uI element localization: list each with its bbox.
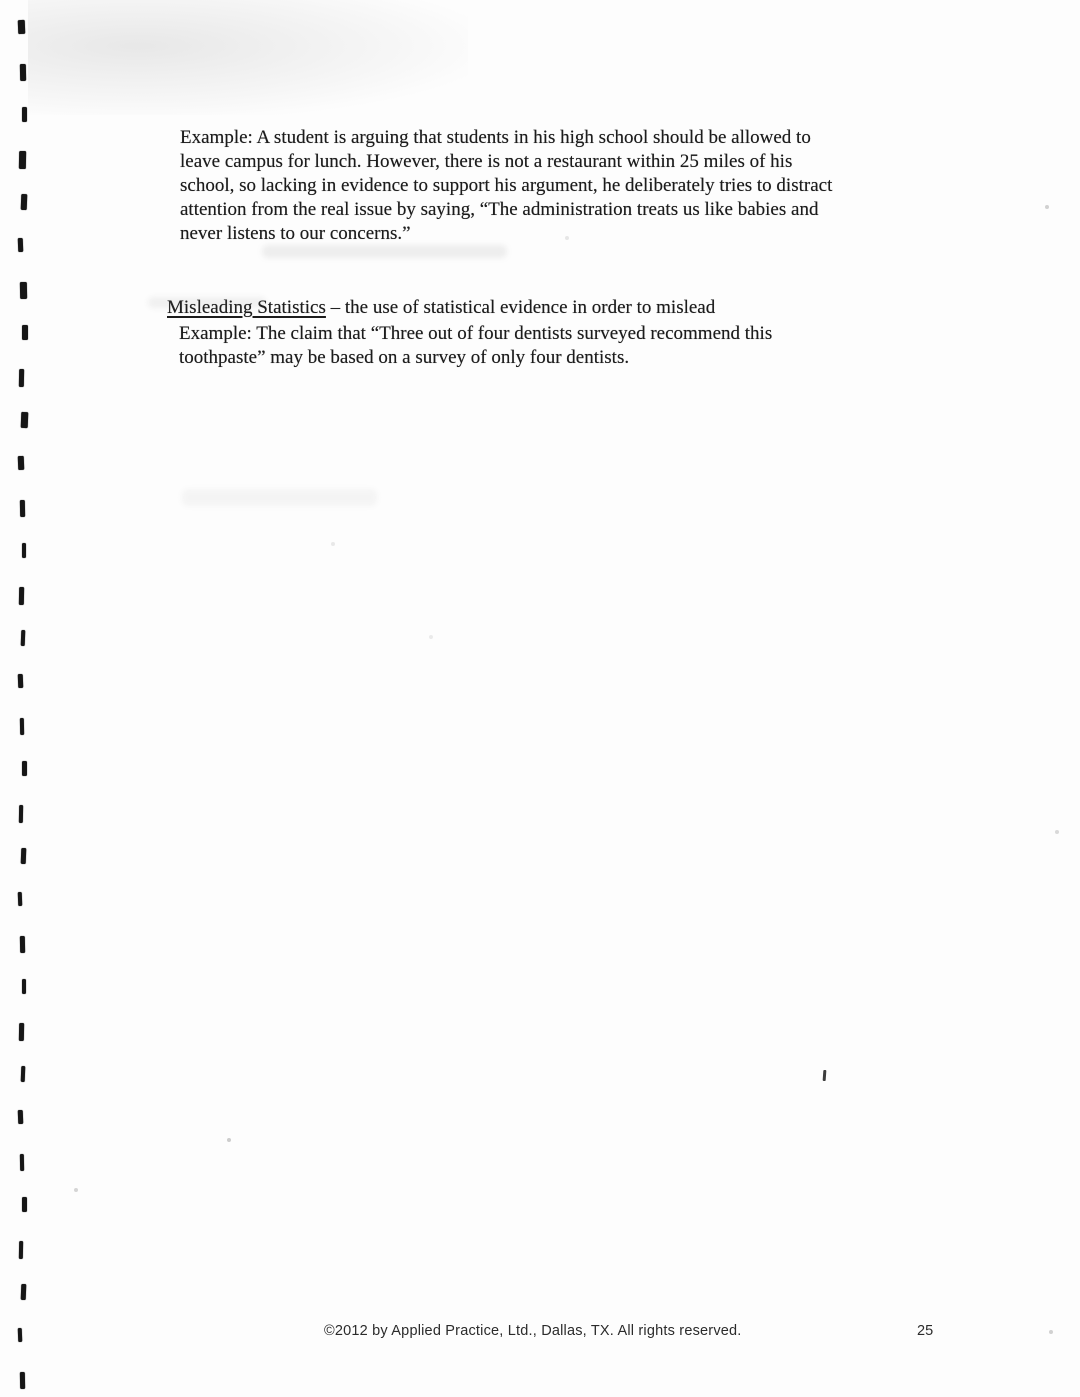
binding-hole-mark [18, 674, 23, 688]
term-definition: – the use of statistical evidence in order to mislead [325, 297, 716, 318]
binding-hole-mark [20, 936, 25, 953]
binding-hole-mark [19, 587, 24, 605]
ink-speck-artifact [823, 1070, 827, 1081]
binding-hole-mark [19, 369, 24, 387]
binding-hole-mark [19, 805, 23, 823]
binding-hole-mark [18, 20, 25, 34]
paragraph-line: Example: A student is arguing that students in his high school should be allowed to [180, 127, 811, 148]
binding-hole-mark [18, 456, 24, 470]
binding-hole-mark [20, 1372, 25, 1389]
binding-hole-mark [21, 1284, 26, 1300]
binding-hole-mark [22, 325, 28, 340]
ink-bleedthrough-artifact [262, 245, 507, 258]
term-title: Misleading Statistics [167, 297, 326, 318]
binding-hole-mark [21, 1066, 25, 1082]
binding-hole-mark [20, 282, 27, 299]
paragraph-line: leave campus for lunch. However, there is not a restaurant within 25 miles of his [180, 151, 793, 172]
binding-hole-mark [18, 892, 22, 906]
scan-noise-dots [0, 0, 2, 2]
binding-hole-mark [21, 194, 27, 210]
page-number: 25 [917, 1323, 934, 1339]
binding-hole-mark [18, 1110, 23, 1124]
scan-shading-artifact [28, 0, 468, 115]
binding-hole-mark [20, 64, 26, 81]
binding-hole-mark [19, 1023, 24, 1041]
scan-smudge-artifact [182, 489, 377, 506]
paragraph-line: attention from the real issue by saying, “The administration treats us like babies and [180, 199, 819, 220]
paragraph-line: never listens to our concerns.” [180, 223, 411, 244]
binding-hole-mark [21, 848, 26, 864]
binding-hole-mark [21, 412, 28, 428]
binding-hole-mark [22, 1197, 27, 1212]
binding-hole-mark [18, 238, 23, 252]
copyright-text: ©2012 by Applied Practice, Ltd., Dallas, TX. All rights reserved. [324, 1323, 742, 1339]
binding-hole-mark [22, 107, 27, 122]
binding-hole-mark [22, 543, 26, 558]
binding-hole-mark [22, 979, 26, 994]
paragraph-line: school, so lacking in evidence to support his argument, he deliberately tries to distract [180, 175, 833, 196]
ink-bleedthrough-artifact [148, 297, 266, 308]
example-paragraph-1 [180, 126, 832, 246]
binding-hole-mark [22, 761, 27, 776]
paragraph-line: toothpaste” may be based on a survey of only four dentists. [179, 347, 630, 368]
binding-hole-mark [20, 718, 24, 735]
paragraph-line: Example: The claim that “Three out of four dentists surveyed recommend this [179, 323, 773, 344]
binding-hole-mark [20, 1154, 24, 1171]
binding-hole-mark [19, 151, 26, 169]
binding-hole-mark [18, 1328, 22, 1342]
binding-hole-mark [20, 500, 25, 517]
binding-hole-mark [21, 630, 25, 646]
binding-hole-mark [19, 1241, 23, 1259]
example-paragraph-2 [179, 322, 772, 370]
